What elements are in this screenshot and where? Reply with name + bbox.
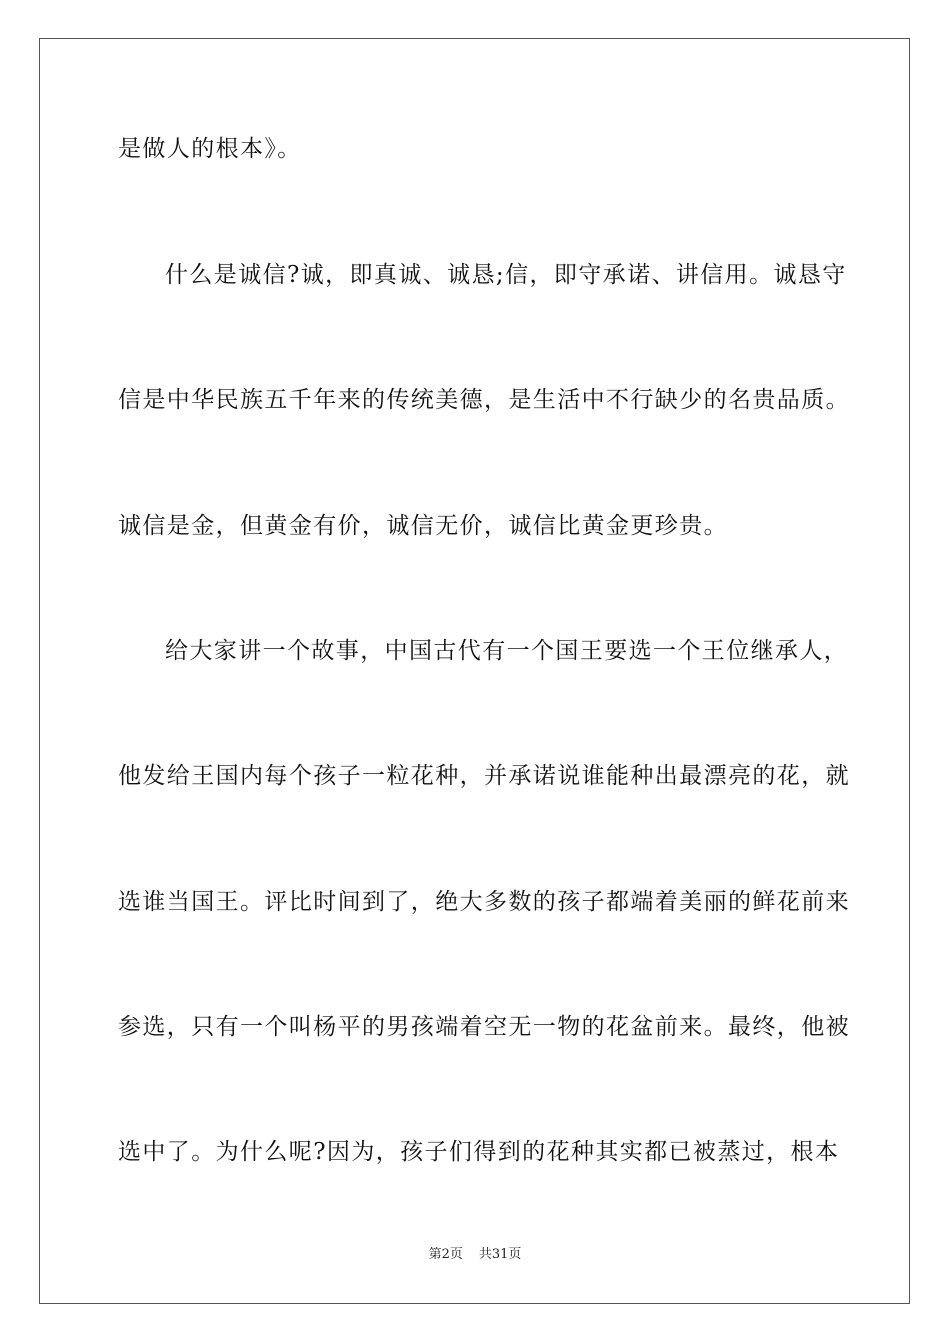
paragraph-line-8: 参选，只有一个叫杨平的男孩端着空无一物的花盆前来。最终，他被	[118, 1014, 850, 1040]
paragraph-line-9: 选中了。为什么呢?因为，孩子们得到的花种其实都已被蒸过，根本	[118, 1139, 840, 1165]
paragraph-line-3: 信是中华民族五千年来的传统美德，是生活中不行缺少的名贵品质。	[118, 387, 850, 413]
paragraph-line-2: 什么是诚信?诚，即真诚、诚恳;信，即守承诺、讲信用。诚恳守	[165, 262, 847, 288]
total-page-count: 共31页	[478, 1247, 522, 1262]
paragraph-line-1: 是做人的根本》。	[118, 136, 302, 162]
paragraph-line-4: 诚信是金，但黄金有价，诚信无价，诚信比黄金更珍贵。	[118, 513, 728, 539]
current-page-number: 第2页	[428, 1247, 463, 1262]
paragraph-line-7: 选谁当国王。评比时间到了，绝大多数的孩子都端着美丽的鲜花前来	[118, 889, 850, 915]
paragraph-line-6: 他发给王国内每个孩子一粒花种，并承诺说谁能种出最漂亮的花，就	[118, 763, 850, 789]
page-footer	[0, 1246, 950, 1264]
page-border	[39, 38, 910, 1304]
paragraph-line-5: 给大家讲一个故事，中国古代有一个国王要选一个王位继承人，	[165, 638, 849, 664]
